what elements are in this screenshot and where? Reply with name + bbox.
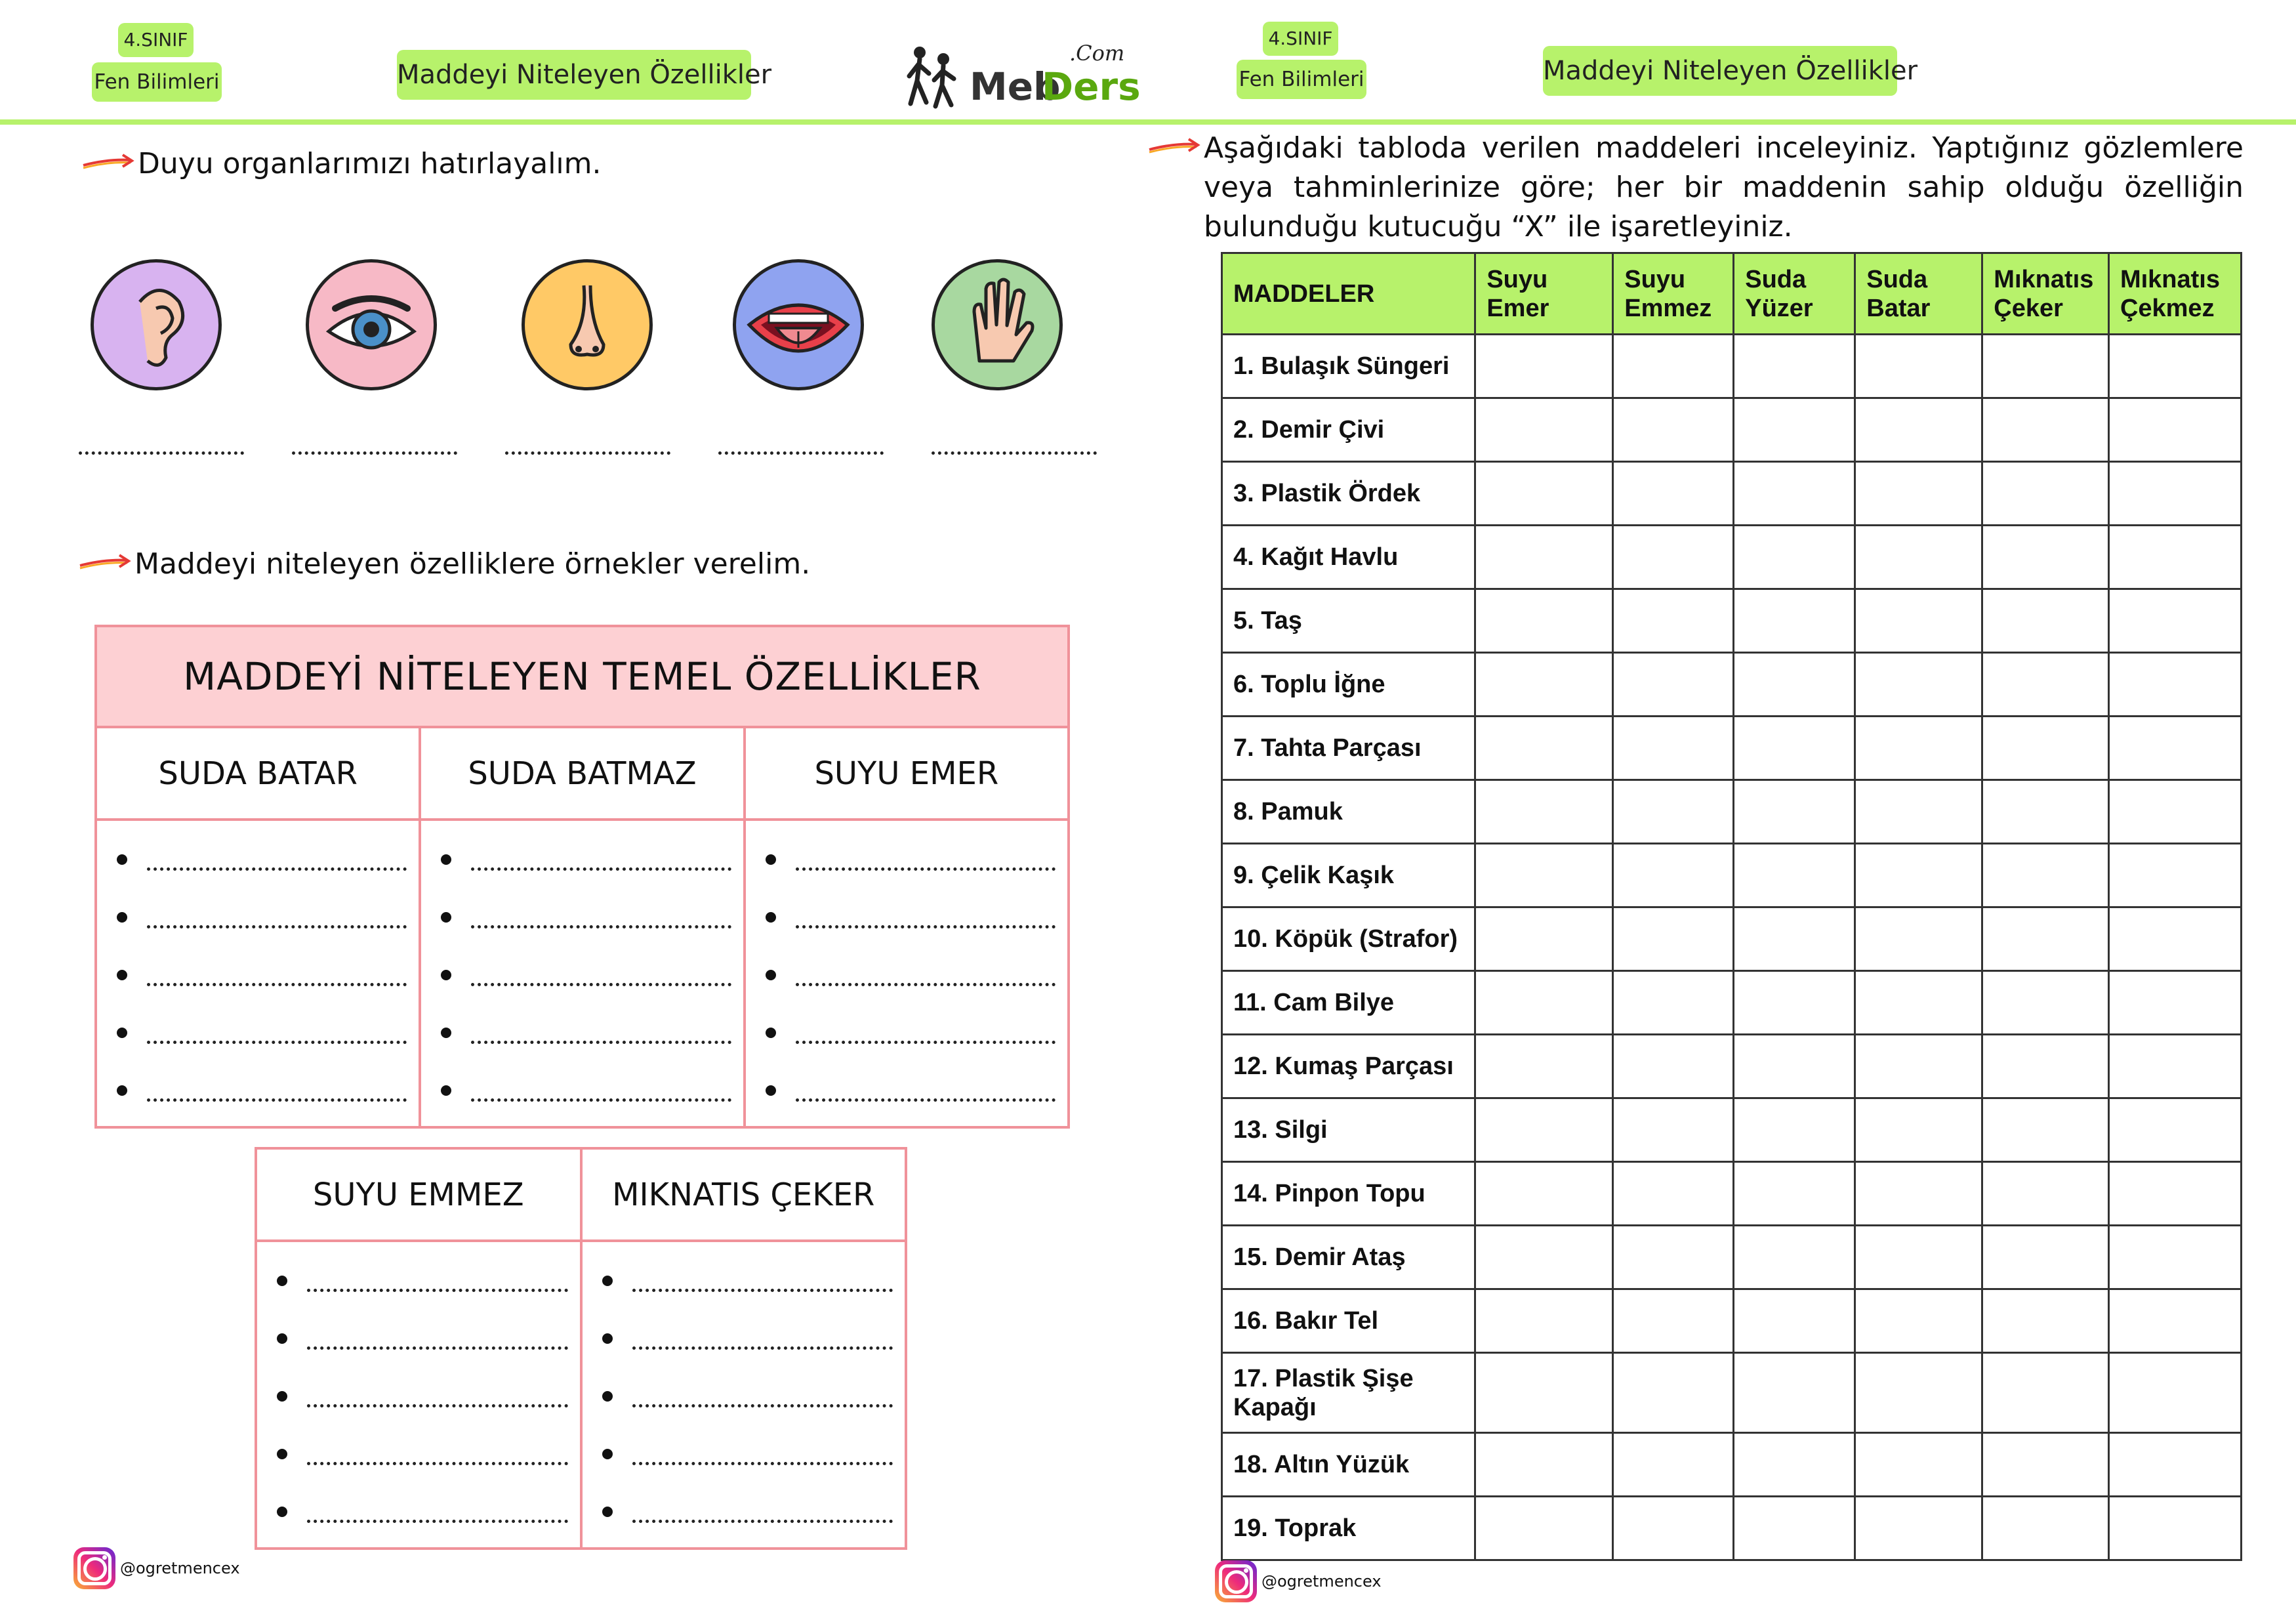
checkbox-cell[interactable] <box>1475 971 1613 1035</box>
table-row <box>1222 907 2242 971</box>
instruction-table: Aşağıdaki tabloda verilen maddeleri inceleyiniz. Yaptığınız gözlemlere veya tahminlerinize göre; her bir maddenin sahip olduğu özelliğin bulunduğu kutucuğu “X” ile işaretleyiniz. <box>1204 131 2244 243</box>
answer-line[interactable] <box>583 1252 905 1310</box>
answer-cell <box>256 1241 581 1549</box>
checkbox-cell[interactable] <box>1982 1162 2109 1226</box>
table-row <box>1222 717 2242 780</box>
table-row <box>1222 589 2242 653</box>
checkbox-cell[interactable] <box>1855 1497 1982 1560</box>
table-row <box>1222 1035 2242 1098</box>
checkbox-cell[interactable] <box>1734 653 1855 717</box>
walking-people-icon <box>905 45 964 110</box>
checkbox-cell[interactable] <box>1855 462 1982 526</box>
sense-hand <box>932 259 1063 390</box>
checkbox-cell[interactable] <box>2108 398 2241 462</box>
answer-line[interactable] <box>583 1425 905 1483</box>
table-row <box>1222 1433 2242 1497</box>
checkbox-cell[interactable] <box>2108 1226 2241 1289</box>
checkbox-cell[interactable] <box>1475 1433 1613 1497</box>
table-row <box>1222 462 2242 526</box>
header-divider <box>0 119 2296 125</box>
answer-line[interactable] <box>746 888 1067 946</box>
checkbox-cell[interactable] <box>1613 1162 1734 1226</box>
header-miknatis-ceker: Mıknatıs Çeker <box>1982 253 2109 335</box>
checkbox-cell[interactable] <box>2108 780 2241 844</box>
checkbox-cell[interactable] <box>1734 1497 1855 1560</box>
checkbox-cell[interactable] <box>1855 1353 1982 1433</box>
checkbox-cell[interactable] <box>1613 1353 1734 1433</box>
checkbox-cell[interactable] <box>1613 589 1734 653</box>
checkbox-cell[interactable] <box>1734 1035 1855 1098</box>
mebders-logo <box>905 41 1141 113</box>
answer-line[interactable] <box>583 1483 905 1541</box>
checkbox-cell[interactable] <box>2108 526 2241 589</box>
arrow-icon <box>1148 136 1200 156</box>
answer-line[interactable] <box>257 1483 580 1541</box>
checkbox-cell[interactable] <box>1734 589 1855 653</box>
checkbox-cell[interactable] <box>1855 780 1982 844</box>
answer-line[interactable] <box>257 1367 580 1425</box>
arrow-icon <box>79 552 131 572</box>
answer-line[interactable] <box>421 831 743 888</box>
column-suda-batmaz: SUDA BATMAZ <box>420 727 744 820</box>
eye-icon <box>309 262 434 387</box>
table-row <box>1222 526 2242 589</box>
checkbox-cell[interactable] <box>1734 335 1855 398</box>
social-handle-left: @ogretmencex <box>120 1559 240 1577</box>
instruction-examples: Maddeyi niteleyen özelliklere örnekler verelim. <box>134 547 811 581</box>
table-row <box>1222 971 2242 1035</box>
checkbox-cell[interactable] <box>1613 1226 1734 1289</box>
checkbox-cell[interactable] <box>1982 1098 2109 1162</box>
checkbox-cell[interactable] <box>1734 526 1855 589</box>
answer-cell <box>745 820 1069 1127</box>
answer-line[interactable] <box>97 831 419 888</box>
checkbox-cell[interactable] <box>1982 971 2109 1035</box>
header-suda-yuzer: Suda Yüzer <box>1734 253 1855 335</box>
ear-icon <box>94 262 218 387</box>
materials-table-body <box>1222 335 2242 1560</box>
checkbox-cell[interactable] <box>2108 335 2241 398</box>
hand-icon <box>935 262 1059 387</box>
checkbox-cell[interactable] <box>1734 907 1855 971</box>
checkbox-cell[interactable] <box>1982 653 2109 717</box>
answer-line[interactable] <box>257 1310 580 1367</box>
properties-table-1 <box>94 625 1070 1129</box>
checkbox-cell[interactable] <box>1982 1433 2109 1497</box>
checkbox-cell[interactable] <box>1734 717 1855 780</box>
checkbox-cell[interactable] <box>1475 1226 1613 1289</box>
material-name: 16. Bakır Tel <box>1222 1289 1475 1353</box>
checkbox-cell[interactable] <box>1982 907 2109 971</box>
checkbox-cell[interactable] <box>1982 1226 2109 1289</box>
material-name: 10. Köpük (Strafor) <box>1222 907 1475 971</box>
checkbox-cell[interactable] <box>1855 589 1982 653</box>
checkbox-cell[interactable] <box>1982 398 2109 462</box>
checkbox-cell[interactable] <box>1475 462 1613 526</box>
checkbox-cell[interactable] <box>1982 780 2109 844</box>
checkbox-cell[interactable] <box>1855 526 1982 589</box>
table-row <box>1222 653 2242 717</box>
checkbox-cell[interactable] <box>1734 462 1855 526</box>
answer-line[interactable] <box>421 1004 743 1062</box>
checkbox-cell[interactable] <box>1613 717 1734 780</box>
subject-tag-right: Fen Bilimleri <box>1237 60 1366 99</box>
sense-answer-line-2[interactable] <box>292 451 457 455</box>
checkbox-cell[interactable] <box>2108 653 2241 717</box>
title-tag-right: Maddeyi Niteleyen Özellikler <box>1543 46 1897 96</box>
checkbox-cell[interactable] <box>1613 653 1734 717</box>
title-tag-left: Maddeyi Niteleyen Özellikler <box>397 50 751 100</box>
checkbox-cell[interactable] <box>1613 780 1734 844</box>
checkbox-cell[interactable] <box>1475 653 1613 717</box>
checkbox-cell[interactable] <box>1734 971 1855 1035</box>
table-row <box>1222 398 2242 462</box>
header-suyu-emer: Suyu Emer <box>1475 253 1613 335</box>
checkbox-cell[interactable] <box>1613 1433 1734 1497</box>
material-name: 6. Toplu İğne <box>1222 653 1475 717</box>
checkbox-cell[interactable] <box>1475 398 1613 462</box>
table-row <box>1222 1226 2242 1289</box>
sense-ear <box>91 259 222 390</box>
checkbox-cell[interactable] <box>1475 907 1613 971</box>
checkbox-cell[interactable] <box>2108 1289 2241 1353</box>
material-name: 18. Altın Yüzük <box>1222 1433 1475 1497</box>
material-name: 1. Bulaşık Süngeri <box>1222 335 1475 398</box>
table-row <box>1222 844 2242 907</box>
checkbox-cell[interactable] <box>1982 462 2109 526</box>
checkbox-cell[interactable] <box>1855 1289 1982 1353</box>
instruction-senses: Duyu organlarımızı hatırlayalım. <box>138 147 602 180</box>
answer-line[interactable] <box>421 1062 743 1119</box>
checkbox-cell[interactable] <box>1855 1098 1982 1162</box>
arrow-icon <box>82 152 134 172</box>
checkbox-cell[interactable] <box>1855 717 1982 780</box>
checkbox-cell[interactable] <box>1475 844 1613 907</box>
table-row <box>1222 780 2242 844</box>
checkbox-cell[interactable] <box>2108 589 2241 653</box>
table-row <box>1222 1098 2242 1162</box>
column-suyu-emmez: SUYU EMMEZ <box>256 1148 581 1241</box>
checkbox-cell[interactable] <box>1855 1035 1982 1098</box>
checkbox-cell[interactable] <box>1475 717 1613 780</box>
checkbox-cell[interactable] <box>2108 1433 2241 1497</box>
checkbox-cell[interactable] <box>2108 1353 2241 1433</box>
properties-table-title: MADDEYİ NİTELEYEN TEMEL ÖZELLİKLER <box>96 626 1069 727</box>
checkbox-cell[interactable] <box>1855 335 1982 398</box>
checkbox-cell[interactable] <box>1475 1497 1613 1560</box>
checkbox-cell[interactable] <box>1613 844 1734 907</box>
column-miknatis-ceker: MIKNATIS ÇEKER <box>581 1148 907 1241</box>
sense-nose <box>522 259 653 390</box>
material-name: 11. Cam Bilye <box>1222 971 1475 1035</box>
material-name: 9. Çelik Kaşık <box>1222 844 1475 907</box>
answer-line[interactable] <box>257 1252 580 1310</box>
checkbox-cell[interactable] <box>1613 398 1734 462</box>
table-row <box>1222 1353 2242 1433</box>
answer-line[interactable] <box>421 888 743 946</box>
checkbox-cell[interactable] <box>1855 1433 1982 1497</box>
checkbox-cell[interactable] <box>1855 1162 1982 1226</box>
material-name: 7. Tahta Parçası <box>1222 717 1475 780</box>
instagram-icon <box>1215 1560 1257 1602</box>
checkbox-cell[interactable] <box>1613 1035 1734 1098</box>
material-name: 14. Pinpon Topu <box>1222 1162 1475 1226</box>
checkbox-cell[interactable] <box>2108 971 2241 1035</box>
material-name: 12. Kumaş Parçası <box>1222 1035 1475 1098</box>
checkbox-cell[interactable] <box>1734 1353 1855 1433</box>
checkbox-cell[interactable] <box>1475 1035 1613 1098</box>
checkbox-cell[interactable] <box>2108 844 2241 907</box>
column-suda-batar: SUDA BATAR <box>96 727 420 820</box>
answer-line[interactable] <box>97 946 419 1004</box>
table-row <box>1222 335 2242 398</box>
table-row <box>1222 1497 2242 1560</box>
answer-line[interactable] <box>746 1062 1067 1119</box>
checkbox-cell[interactable] <box>2108 1162 2241 1226</box>
answer-line[interactable] <box>583 1310 905 1367</box>
answer-line[interactable] <box>257 1425 580 1483</box>
material-name: 17. Plastik Şişe Kapağı <box>1222 1353 1475 1433</box>
answer-line[interactable] <box>746 1004 1067 1062</box>
checkbox-cell[interactable] <box>1734 1226 1855 1289</box>
checkbox-cell[interactable] <box>1734 1162 1855 1226</box>
checkbox-cell[interactable] <box>1613 1098 1734 1162</box>
nose-icon <box>525 262 649 387</box>
logo-brand-ders: Ders <box>1042 64 1141 109</box>
header-suda-batar: Suda Batar <box>1855 253 1982 335</box>
checkbox-cell[interactable] <box>1982 717 2109 780</box>
answer-cell <box>581 1241 907 1549</box>
grade-tag-left: 4.SINIF <box>118 23 194 57</box>
checkbox-cell[interactable] <box>1734 1098 1855 1162</box>
sense-answer-line-4[interactable] <box>718 451 884 455</box>
column-suyu-emer: SUYU EMER <box>745 727 1069 820</box>
sense-eye <box>306 259 437 390</box>
answer-line[interactable] <box>746 946 1067 1004</box>
sense-answer-line-5[interactable] <box>932 451 1097 455</box>
checkbox-cell[interactable] <box>1475 335 1613 398</box>
header-maddeler: MADDELER <box>1222 253 1475 335</box>
checkbox-cell[interactable] <box>1734 1433 1855 1497</box>
material-name: 3. Plastik Ördek <box>1222 462 1475 526</box>
checkbox-cell[interactable] <box>1613 971 1734 1035</box>
material-name: 13. Silgi <box>1222 1098 1475 1162</box>
checkbox-cell[interactable] <box>1613 1497 1734 1560</box>
sense-tongue <box>733 259 864 390</box>
social-handle-right: @ogretmencex <box>1261 1572 1382 1591</box>
checkbox-cell[interactable] <box>1475 780 1613 844</box>
checkbox-cell[interactable] <box>1982 335 2109 398</box>
checkbox-cell[interactable] <box>1475 1098 1613 1162</box>
checkbox-cell[interactable] <box>2108 1098 2241 1162</box>
checkbox-cell[interactable] <box>1855 971 1982 1035</box>
material-name: 8. Pamuk <box>1222 780 1475 844</box>
checkbox-cell[interactable] <box>1734 780 1855 844</box>
checkbox-cell[interactable] <box>1475 526 1613 589</box>
properties-table-2 <box>255 1147 907 1550</box>
checkbox-cell[interactable] <box>1734 398 1855 462</box>
header-suyu-emmez: Suyu Emmez <box>1613 253 1734 335</box>
checkbox-cell[interactable] <box>1475 1353 1613 1433</box>
material-name: 4. Kağıt Havlu <box>1222 526 1475 589</box>
checkbox-cell[interactable] <box>1613 335 1734 398</box>
table-row <box>1222 1162 2242 1226</box>
checkbox-cell[interactable] <box>1982 844 2109 907</box>
header-miknatis-cekmez: Mıknatıs Çekmez <box>2108 253 2241 335</box>
checkbox-cell[interactable] <box>2108 907 2241 971</box>
checkbox-cell[interactable] <box>1982 1289 2109 1353</box>
grade-tag-right: 4.SINIF <box>1263 22 1338 56</box>
checkbox-cell[interactable] <box>1855 1226 1982 1289</box>
checkbox-cell[interactable] <box>1613 462 1734 526</box>
answer-cell <box>420 820 744 1127</box>
checkbox-cell[interactable] <box>2108 1497 2241 1560</box>
checkbox-cell[interactable] <box>1982 1497 2109 1560</box>
checkbox-cell[interactable] <box>1982 526 2109 589</box>
checkbox-cell[interactable] <box>1475 1162 1613 1226</box>
checkbox-cell[interactable] <box>1475 589 1613 653</box>
checkbox-cell[interactable] <box>2108 1035 2241 1098</box>
checkbox-cell[interactable] <box>1734 844 1855 907</box>
checkbox-cell[interactable] <box>2108 462 2241 526</box>
checkbox-cell[interactable] <box>1613 1289 1734 1353</box>
material-name: 2. Demir Çivi <box>1222 398 1475 462</box>
checkbox-cell[interactable] <box>1734 1289 1855 1353</box>
checkbox-cell[interactable] <box>1613 526 1734 589</box>
answer-cell <box>96 820 420 1127</box>
checkbox-cell[interactable] <box>1982 589 2109 653</box>
checkbox-cell[interactable] <box>1982 1035 2109 1098</box>
answer-line[interactable] <box>583 1367 905 1425</box>
answer-line[interactable] <box>746 831 1067 888</box>
answer-line[interactable] <box>97 1062 419 1119</box>
instagram-icon <box>73 1547 115 1589</box>
materials-table <box>1221 252 2242 1561</box>
answer-line[interactable] <box>421 946 743 1004</box>
checkbox-cell[interactable] <box>2108 717 2241 780</box>
checkbox-cell[interactable] <box>1855 844 1982 907</box>
sense-answer-line-3[interactable] <box>505 451 670 455</box>
checkbox-cell[interactable] <box>1982 1353 2109 1433</box>
subject-tag-left: Fen Bilimleri <box>92 62 222 102</box>
material-name: 19. Toprak <box>1222 1497 1475 1560</box>
material-name: 5. Taş <box>1222 589 1475 653</box>
logo-brand-meb: Meb <box>970 64 1061 109</box>
answer-line[interactable] <box>97 1004 419 1062</box>
checkbox-cell[interactable] <box>1855 907 1982 971</box>
sense-answer-line-1[interactable] <box>79 451 244 455</box>
material-name: 15. Demir Ataş <box>1222 1226 1475 1289</box>
checkbox-cell[interactable] <box>1855 653 1982 717</box>
table-row <box>1222 1289 2242 1353</box>
logo-suffix: .Com <box>1069 41 1125 66</box>
checkbox-cell[interactable] <box>1613 907 1734 971</box>
answer-line[interactable] <box>97 888 419 946</box>
checkbox-cell[interactable] <box>1855 398 1982 462</box>
checkbox-cell[interactable] <box>1475 1289 1613 1353</box>
tongue-icon <box>736 262 861 387</box>
